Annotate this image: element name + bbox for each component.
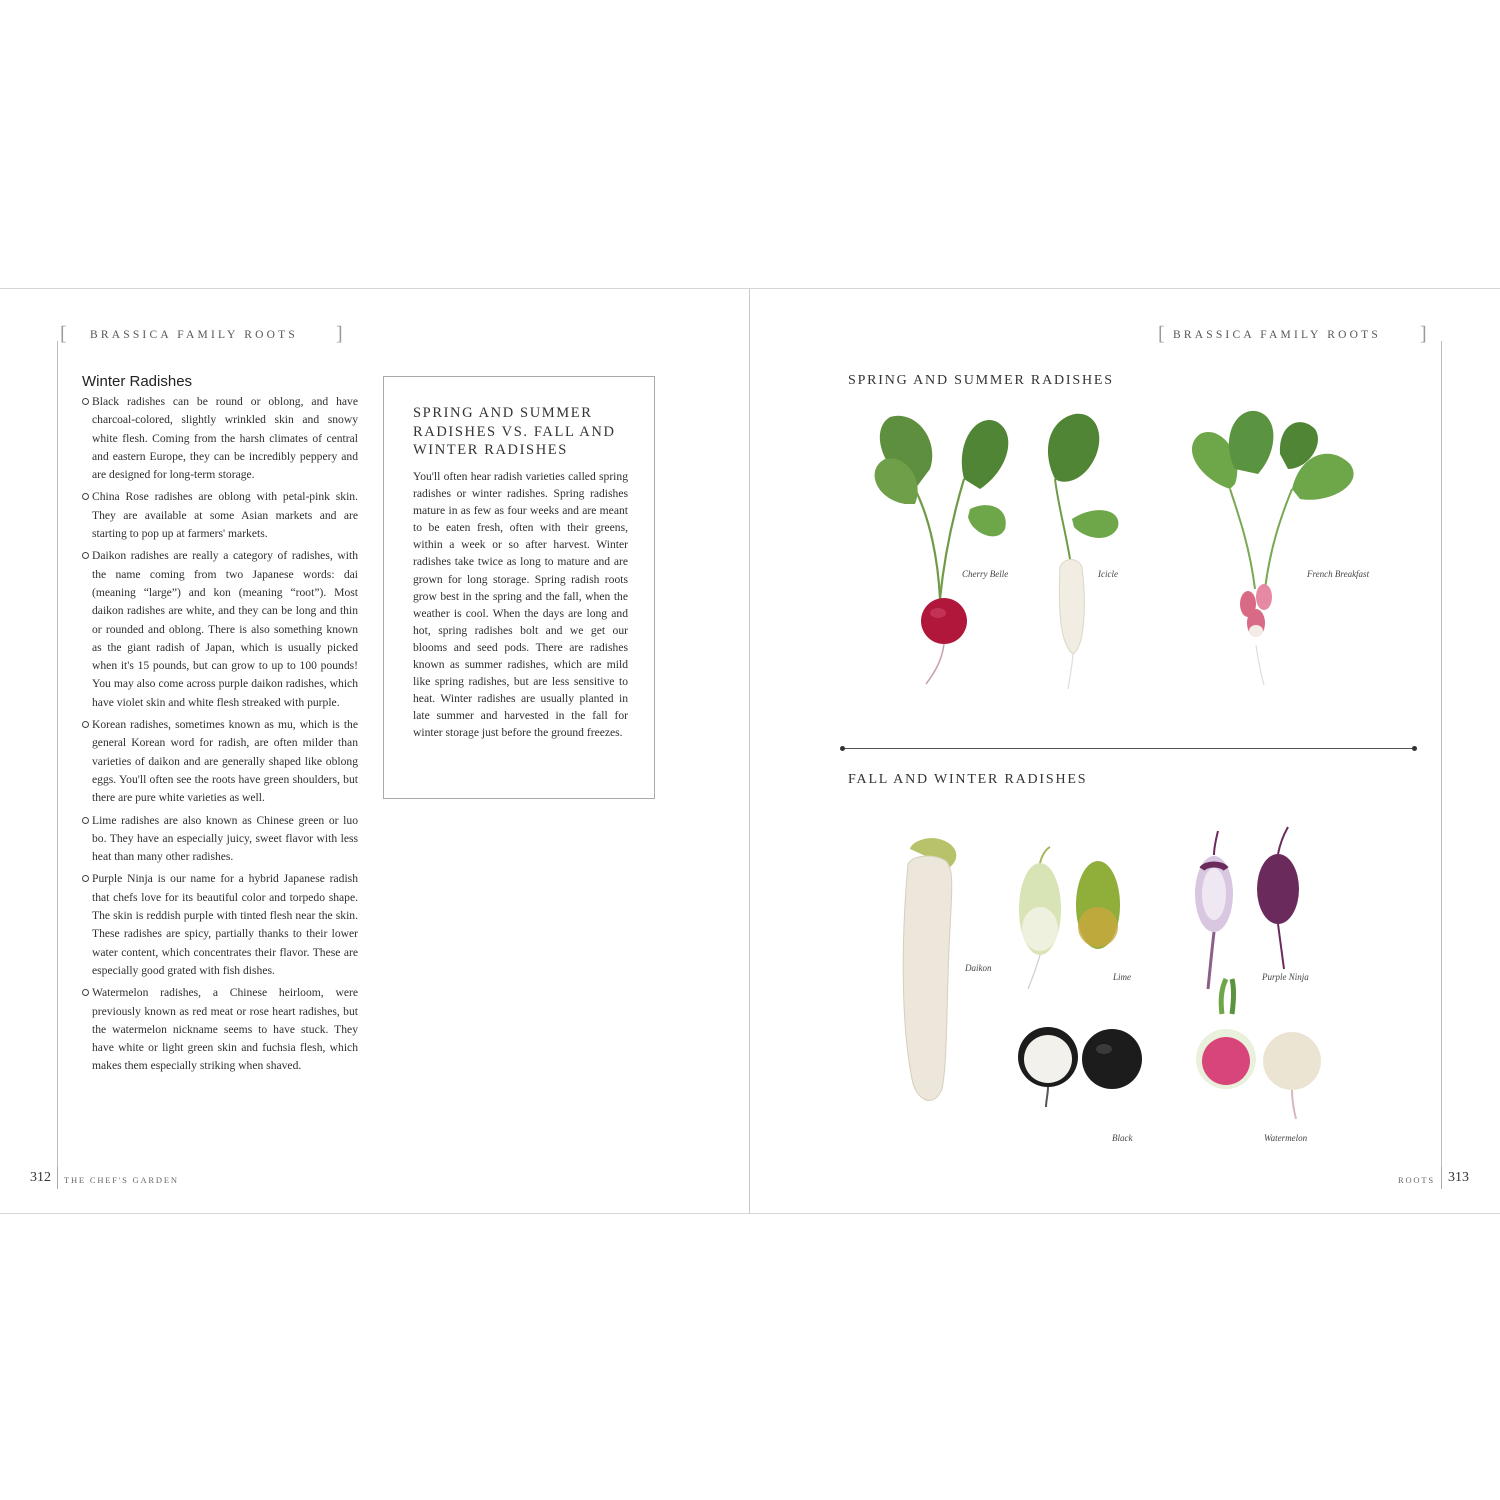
- purple-ninja-radish: [1195, 827, 1299, 989]
- running-head-text: BRASSICA FAMILY ROOTS: [90, 329, 298, 341]
- bullet-icon: [82, 493, 89, 500]
- divider-dot: [840, 746, 845, 751]
- caption-french-breakfast: French Breakfast: [1307, 569, 1370, 579]
- footer-chapter-name: ROOTS: [1398, 1175, 1435, 1185]
- running-head-right: [1158, 323, 1430, 345]
- divider-dot: [1412, 746, 1417, 751]
- book-spread: [0, 288, 1500, 1214]
- running-head-text: BRASSICA FAMILY ROOTS: [1173, 329, 1381, 341]
- page-number-right: 313: [1448, 1170, 1469, 1185]
- daikon-radish: [903, 838, 956, 1100]
- list-item: Daikon radishes are really a category of radishes, with the name coming from two Japanese words: dai (meaning “large”) and kon (meaning “root”). Most daikon radishes are white, and they can be long and thin or rounded and oblong. There is also something known as the giant radish of Japan, which is usually picked when it's 15 pounds, but can grow to up to 100 pounds! You may also come across purple daikon radishes, which have violet skin and white flesh streaked with purple.: [82, 547, 358, 712]
- section-divider: [842, 748, 1415, 749]
- section-heading: Winter Radishes: [82, 373, 193, 390]
- list-item: Lime radishes are also known as Chinese green or luo bo. They have an especially juicy, sweet flavor with less heat than many other radishes.: [82, 812, 358, 867]
- list-item: Black radishes can be round or oblong, and have charcoal-colored, slightly wrinkled skin and snowy white flesh. Coming from the harsh climates of central and eastern Europe, they can be incredibly peppery and are designed for long-term storage.: [82, 393, 358, 484]
- caption-daikon: Daikon: [965, 963, 992, 973]
- folio-divider: [1441, 1167, 1442, 1189]
- spring-summer-heading: SPRING AND SUMMER RADISHES: [848, 373, 1114, 388]
- lime-radish: [1019, 847, 1120, 989]
- sidebar-box: [383, 376, 655, 799]
- icicle-radish: [1048, 414, 1118, 689]
- bracket-icon: [: [60, 323, 70, 345]
- sidebar-body: You'll often hear radish varieties called spring radishes or winter radishes. Spring radishes mature in as few as four weeks and are meant to be eaten fresh, often with their greens, within a week or so after harvest. Winter radishes take twice as long to mature and are grown for long storage. Spring radish roots grow best in the spring and the fall, when the weather is cool. When the days are long and hot, spring radishes bolt and we get our blooms and seed pods. There are radishes known as summer radishes, which are mild like spring radishes, but are less sensitive to heat. Winter radishes are usually planted in late summer and harvested in the fall for winter storage just before the ground freezes.: [413, 470, 628, 740]
- bracket-icon: ]: [336, 323, 346, 345]
- bracket-icon: ]: [1420, 323, 1430, 345]
- bullet-icon: [82, 552, 89, 559]
- variety-bullet-list: [82, 393, 358, 1080]
- list-item: Watermelon radishes, a Chinese heirloom, were previously known as red meat or rose heart radishes, but the watermelon nickname seems to have stuck. They have white or light green skin and fuchsia flesh, which makes them especially striking when shaved.: [82, 984, 358, 1075]
- page-number-left: 312: [30, 1170, 51, 1185]
- right-margin-rule: [1441, 341, 1442, 1167]
- bullet-icon: [82, 817, 89, 824]
- caption-purple-ninja: Purple Ninja: [1262, 972, 1309, 982]
- caption-icicle: Icicle: [1098, 569, 1118, 579]
- footer-book-title: THE CHEF'S GARDEN: [64, 1175, 179, 1185]
- bullet-icon: [82, 398, 89, 405]
- right-page: [750, 289, 1500, 1213]
- left-margin-rule: [57, 341, 58, 1167]
- left-page: [0, 289, 750, 1213]
- bullet-icon: [82, 989, 89, 996]
- bracket-icon: [: [1158, 323, 1168, 345]
- folio-divider: [57, 1167, 58, 1189]
- caption-watermelon: Watermelon: [1264, 1133, 1308, 1143]
- running-head-left: [60, 323, 346, 345]
- caption-black: Black: [1112, 1133, 1133, 1143]
- caption-lime: Lime: [1113, 972, 1131, 982]
- list-item: Purple Ninja is our name for a hybrid Japanese radish that chefs love for its beautiful color and torpedo shape. The skin is reddish purple with tinted flesh near the skin. These radishes are spicy, partially thanks to their lower water content, which concentrates their flavor. These are especially good grated with fish dishes.: [82, 870, 358, 980]
- sidebar-title: SPRING AND SUMMER RADISHES VS. FALL AND WINTER RADISHES: [413, 405, 616, 458]
- caption-cherry-belle: Cherry Belle: [962, 569, 1009, 579]
- fall-winter-heading: FALL AND WINTER RADISHES: [848, 772, 1088, 787]
- french-breakfast-radish: [1192, 411, 1354, 685]
- bullet-icon: [82, 875, 89, 882]
- cherry-belle-radish: [875, 416, 1009, 684]
- black-radish: [1018, 1027, 1142, 1107]
- fall-radishes-photo: [850, 819, 1370, 1119]
- spring-radishes-photo: [860, 409, 1380, 699]
- list-item: Korean radishes, sometimes known as mu, which is the general Korean word for radish, are often milder than varieties of daikon and are generally shaped like oblong eggs. You'll often see the roots have green shoulders, but there are pure white varieties as well.: [82, 716, 358, 807]
- watermelon-radish: [1196, 979, 1321, 1119]
- bullet-icon: [82, 721, 89, 728]
- list-item: China Rose radishes are oblong with petal-pink skin. They are available at some Asian markets and are starting to pop up at farmers' markets.: [82, 488, 358, 543]
